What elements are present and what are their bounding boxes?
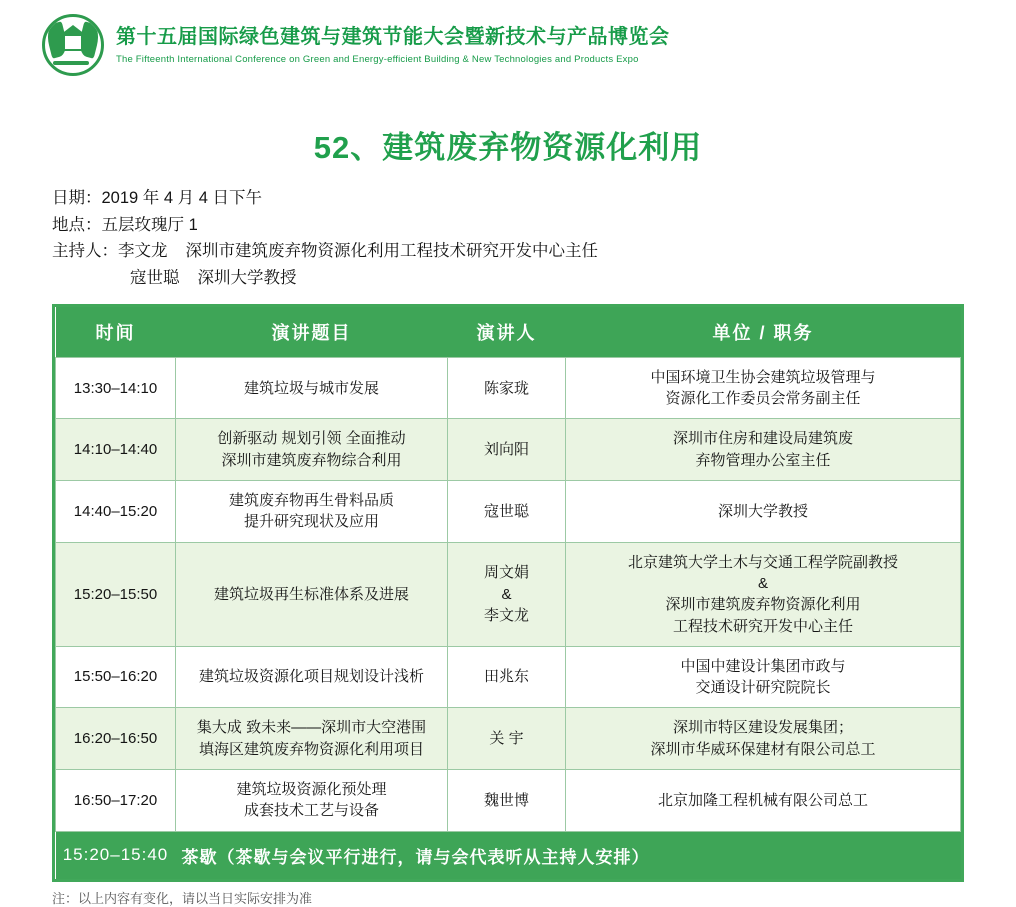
tea-break-text: 茶歇（茶歇与会议平行进行，请与会代表听从主持人安排） [176,831,961,879]
header-text-block [116,25,670,65]
column-header-speaker: 演讲人 [448,307,566,358]
host-name-2: 寇世聪 [130,269,180,288]
cell-speaker: 周文娟 & 李文龙 [448,542,566,646]
cell-topic: 创新驱动 规划引领 全面推动 深圳市建筑废弃物综合利用 [176,419,448,481]
cell-time: 16:50–17:20 [56,770,176,832]
host-affiliation-2: 深圳大学教授 [197,269,297,288]
session-host-line-1 [52,238,1016,265]
cell-topic: 集大成 致未来——深圳市大空港围 填海区建筑废弃物资源化利用项目 [176,708,448,770]
cell-topic: 建筑垃圾资源化项目规划设计浅析 [176,646,448,708]
table-row [56,708,961,770]
session-host-line-2 [52,265,1016,292]
tea-break-time: 15:20–15:40 [56,831,176,879]
column-header-topic: 演讲题目 [176,307,448,358]
cell-affiliation: 深圳市住房和建设局建筑废 弃物管理办公室主任 [566,419,961,481]
cell-speaker: 刘向阳 [448,419,566,481]
cell-affiliation: 中国环境卫生协会建筑垃圾管理与 资源化工作委员会常务副主任 [566,357,961,419]
cell-speaker: 田兆东 [448,646,566,708]
cell-speaker: 关 宇 [448,708,566,770]
green-building-leaf-logo-icon [42,14,104,76]
agenda-table-wrapper [52,304,964,882]
cell-speaker: 寇世聪 [448,481,566,543]
cell-topic: 建筑垃圾资源化预处理 成套技术工艺与设备 [176,770,448,832]
page-header [0,0,1016,86]
host-label: 主持人： [52,242,118,261]
cell-time: 15:20–15:50 [56,542,176,646]
cell-time: 14:40–15:20 [56,481,176,543]
header-title-en: The Fifteenth International Conference on Green and Energy-efficient Building & New Technologies and Products Expo [116,53,639,65]
agenda-table-foot [56,831,961,879]
column-header-affiliation: 单位 / 职务 [566,307,961,358]
table-row [56,357,961,419]
session-venue: 地点：五层玫瑰厅 1 [52,215,198,234]
cell-time: 15:50–16:20 [56,646,176,708]
cell-affiliation: 深圳市特区建设发展集团； 深圳市华威环保建材有限公司总工 [566,708,961,770]
table-row [56,542,961,646]
table-header-row [56,307,961,358]
cell-topic: 建筑废弃物再生骨料品质 提升研究现状及应用 [176,481,448,543]
table-row [56,419,961,481]
page-note: 注：以上内容有变化，请以当日实际安排为准 [52,890,313,906]
cell-speaker: 陈家珑 [448,357,566,419]
cell-affiliation: 北京建筑大学土木与交通工程学院副教授 & 深圳市建筑废弃物资源化利用 工程技术研究开发中心主任 [566,542,961,646]
header-title-cn: 第十五届国际绿色建筑与建筑节能大会暨新技术与产品博览会 [116,25,670,48]
cell-speaker: 魏世博 [448,770,566,832]
cell-time: 14:10–14:40 [56,419,176,481]
cell-affiliation: 深圳大学教授 [566,481,961,543]
agenda-table-head [56,307,961,358]
host-name-1: 李文龙 [118,242,168,261]
tea-break-row [56,831,961,879]
column-header-time: 时间 [56,307,176,358]
session-date: 日期：2019 年 4 月 4 日下午 [52,189,262,207]
page-title: 52、建筑废弃物资源化利用 [313,130,703,165]
cell-topic: 建筑垃圾与城市发展 [176,357,448,419]
cell-affiliation: 中国中建设计集团市政与 交通设计研究院院长 [566,646,961,708]
agenda-table [55,307,961,879]
session-meta [52,185,1016,292]
cell-affiliation: 北京加隆工程机械有限公司总工 [566,770,961,832]
agenda-table-body [56,357,961,831]
cell-topic: 建筑垃圾再生标准体系及进展 [176,542,448,646]
table-row [56,646,961,708]
host-affiliation-1: 深圳市建筑废弃物资源化利用工程技术研究开发中心主任 [185,242,598,261]
cell-time: 13:30–14:10 [56,357,176,419]
table-row [56,481,961,543]
table-row [56,770,961,832]
cell-time: 16:20–16:50 [56,708,176,770]
